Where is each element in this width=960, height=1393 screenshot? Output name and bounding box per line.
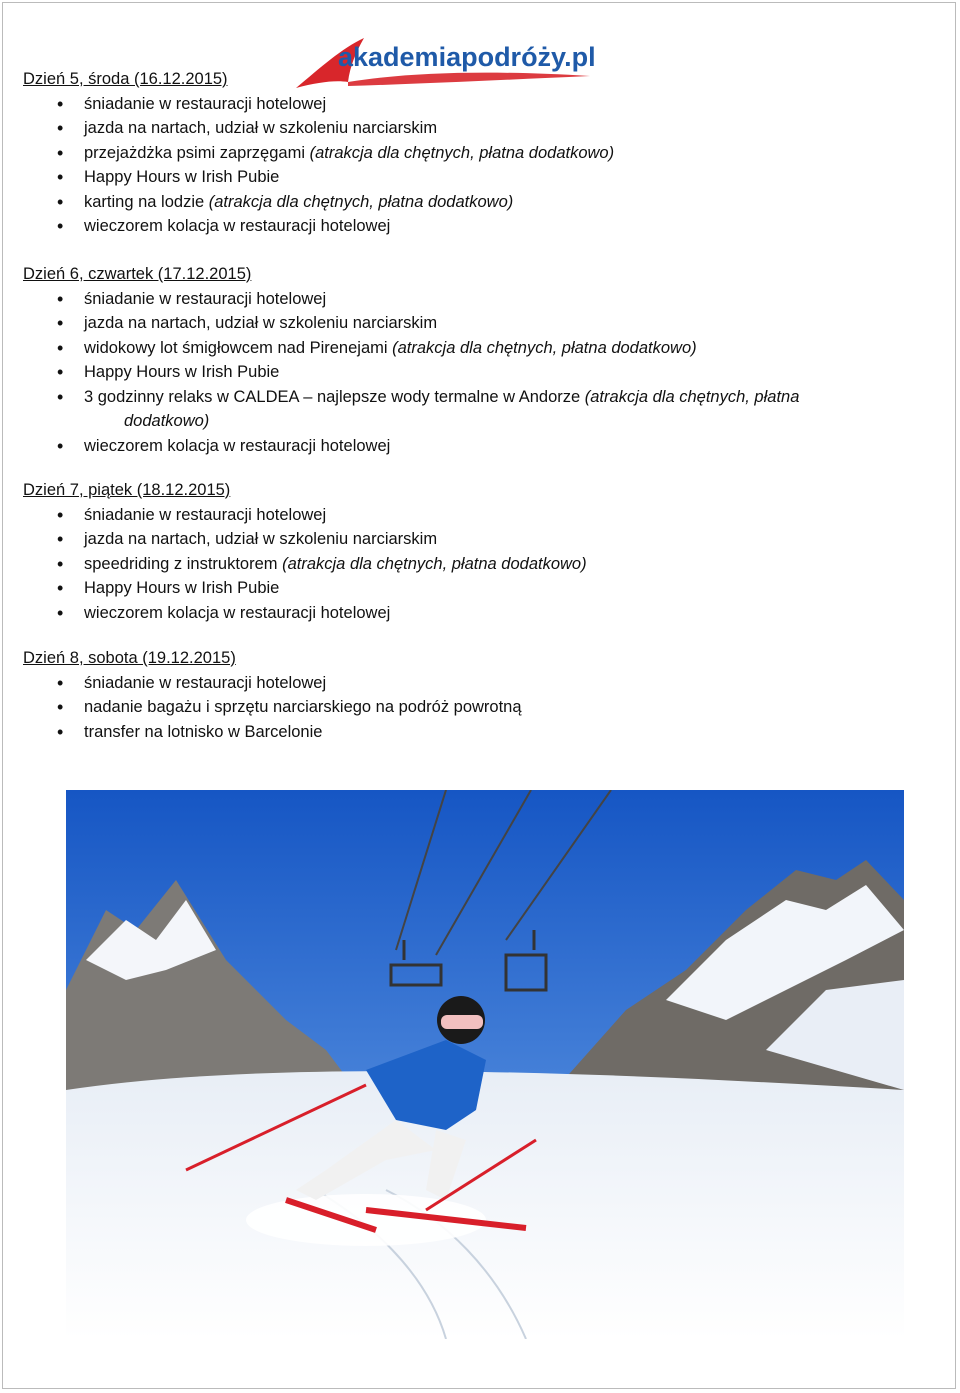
item-text: wieczorem kolacja w restauracji hotelowej: [84, 217, 391, 235]
day-title: Dzień 8, sobota (19.12.2015): [23, 649, 236, 667]
list-item: [23, 360, 799, 385]
item-text: śniadanie w restauracji hotelowej: [84, 673, 327, 692]
list-item: [23, 92, 614, 117]
item-text: karting na lodzie: [84, 192, 209, 211]
list-item: [23, 116, 614, 141]
activity-list: [23, 287, 799, 459]
list-item: [23, 720, 522, 745]
day-section-7: [23, 478, 587, 625]
item-text: Happy Hours w Irish Pubie: [84, 579, 280, 597]
list-item: [23, 503, 587, 528]
item-text: widokowy lot śmigłowcem nad Pirenejami: [84, 338, 393, 357]
item-text: jazda na nartach, udział w szkoleniu narciarskim: [84, 314, 438, 332]
list-item: [23, 165, 614, 190]
list-item: [23, 336, 799, 361]
item-text: transfer na lotnisko w Barcelonie: [84, 722, 323, 741]
item-note: dodatkowo): [124, 412, 210, 430]
day-title: Dzień 6, czwartek (17.12.2015): [23, 265, 252, 283]
item-text: śniadanie w restauracji hotelowej: [84, 505, 327, 524]
day-title: Dzień 7, piątek (18.12.2015): [23, 481, 231, 499]
activity-list: [23, 503, 587, 626]
day-section-6: [23, 262, 799, 458]
list-item: [23, 214, 614, 239]
list-item: [23, 141, 614, 166]
list-item: [23, 287, 799, 312]
list-item: [23, 385, 799, 434]
list-item: [23, 311, 799, 336]
item-note: (atrakcja dla chętnych, płatna: [584, 387, 800, 406]
item-text: speedriding z instruktorem: [84, 554, 283, 573]
list-item: [23, 671, 522, 696]
list-item: [23, 190, 614, 215]
list-item: [23, 552, 587, 577]
list-item: [23, 576, 587, 601]
item-note: (atrakcja dla chętnych, płatna dodatkowo): [392, 338, 697, 357]
logo-text: akademiapodróży.pl: [338, 42, 596, 72]
day-section-8: [23, 646, 522, 744]
item-text: Happy Hours w Irish Pubie: [84, 168, 280, 186]
item-note: (atrakcja dla chętnych, płatna dodatkowo): [309, 143, 615, 162]
skier-photo: [66, 790, 904, 1339]
activity-list: [23, 92, 614, 239]
list-item: [23, 695, 522, 720]
item-text: nadanie bagażu i sprzętu narciarskiego na podróż powrotną: [84, 698, 522, 716]
list-item: [23, 601, 587, 626]
day-title: Dzień 5, środa (16.12.2015): [23, 70, 228, 88]
list-item: [23, 527, 587, 552]
activity-list: [23, 671, 522, 745]
item-text: śniadanie w restauracji hotelowej: [84, 289, 327, 308]
item-text: 3 godzinny relaks w CALDEA – najlepsze wody termalne w Andorze: [84, 387, 585, 406]
item-text: jazda na nartach, udział w szkoleniu narciarskim: [84, 119, 438, 137]
item-text: śniadanie w restauracji hotelowej: [84, 94, 327, 113]
item-text: jazda na nartach, udział w szkoleniu narciarskim: [84, 530, 438, 548]
item-text: wieczorem kolacja w restauracji hotelowej: [84, 436, 391, 455]
item-note: (atrakcja dla chętnych, płatna dodatkowo): [208, 192, 514, 211]
item-text: wieczorem kolacja w restauracji hotelowej: [84, 603, 391, 622]
item-note: (atrakcja dla chętnych, płatna dodatkowo): [282, 554, 587, 573]
item-text: przejażdżka psimi zaprzęgami: [84, 143, 310, 162]
day-section-5: [23, 67, 614, 239]
list-item: [23, 434, 799, 459]
item-text: Happy Hours w Irish Pubie: [84, 363, 280, 381]
